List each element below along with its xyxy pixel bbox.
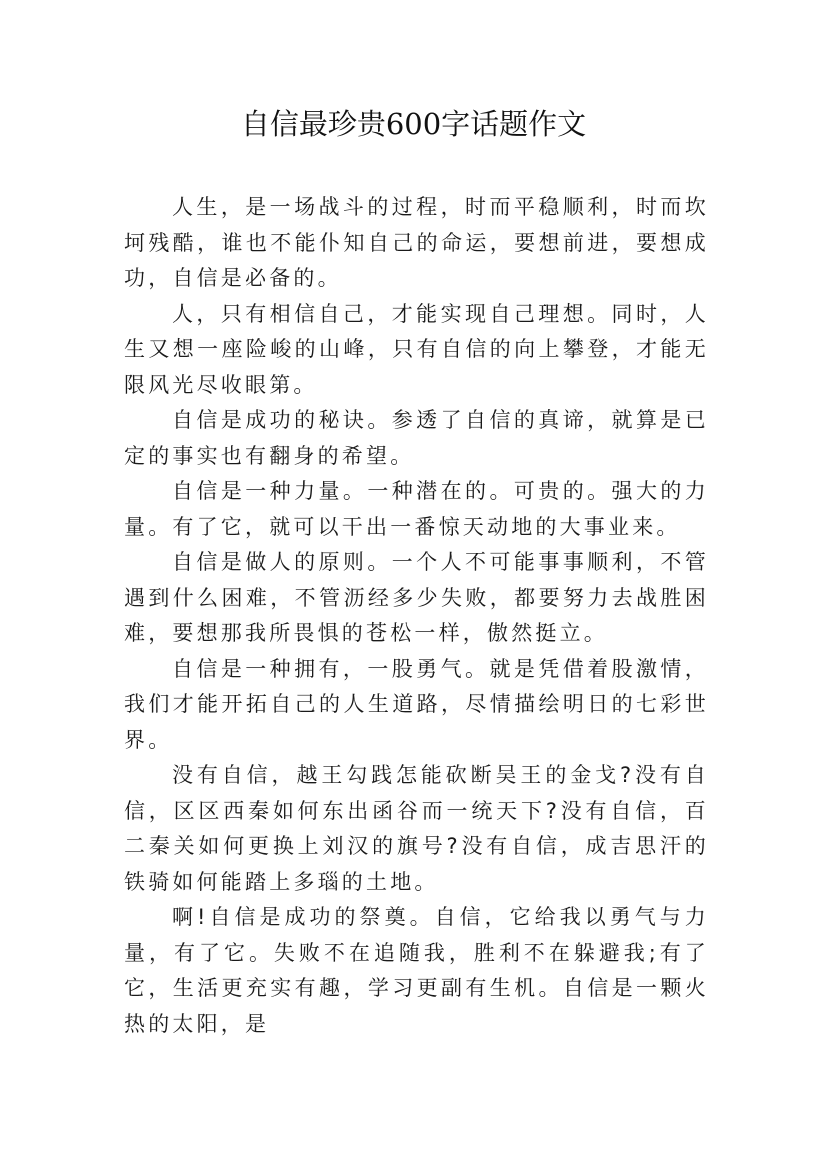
paragraph-2: 人，只有相信自己，才能实现自己理想。同时，人生又想一座险峻的山峰，只有自信的向上攀登，才能无限风光尽收眼第。 <box>124 301 709 397</box>
paragraph-7: 没有自信，越王勾践怎能砍断吴王的金戈?没有自信，区区西秦如何东出函谷而一统天下?没有自信，百二秦关如何更换上刘汉的旗号?没有自信，成吉思汗的铁骑如何能踏上多瑙的土地。 <box>124 763 709 894</box>
paragraph-8: 啊!自信是成功的祭奠。自信，它给我以勇气与力量，有了它。失败不在追随我，胜利不在躲避我;有了它，生活更充实有趣，学习更副有生机。自信是一颗火热的太阳，是 <box>124 905 709 1036</box>
paragraph-6: 自信是一种拥有，一股勇气。就是凭借着股激情，我们才能开拓自己的人生道路，尽情描绘明日的七彩世界。 <box>124 656 709 752</box>
paragraph-4: 自信是一种力量。一种潜在的。可贵的。强大的力量。有了它，就可以干出一番惊天动地的大事业来。 <box>124 479 709 539</box>
paragraph-5: 自信是做人的原则。一个人不可能事事顺利，不管遇到什么困难，不管沥经多少失败，都要努力去战胜困难，要想那我所畏惧的苍松一样，傲然挺立。 <box>124 550 709 645</box>
paragraph-3: 自信是成功的秘诀。参透了自信的真谛，就算是已定的事实也有翻身的希望。 <box>124 408 709 468</box>
paragraph-1: 人生，是一场战斗的过程，时而平稳顺利，时而坎坷残酷，谁也不能仆知自己的命运，要想前进，要想成功，自信是必备的。 <box>124 195 709 290</box>
document-body <box>124 190 709 1042</box>
document-title: 自信最珍贵600字话题作文 <box>240 107 587 141</box>
